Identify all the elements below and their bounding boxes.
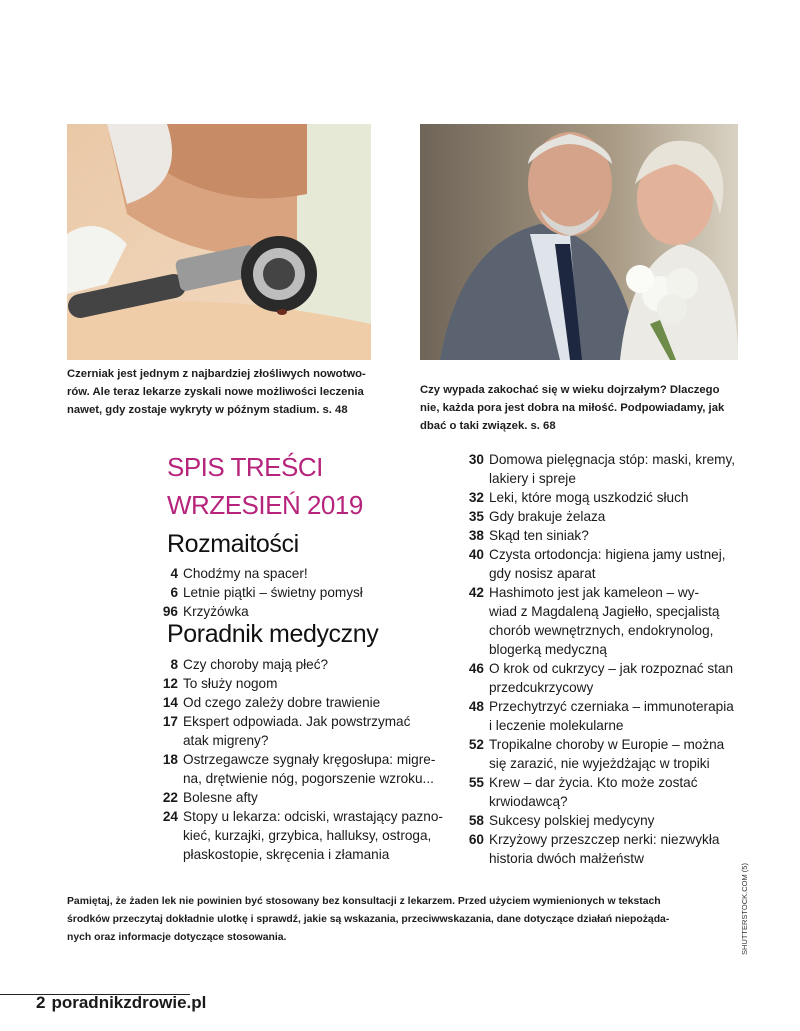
caption-mature-love: Czy wypada zakochać się w wieku dojrzałym? Dlaczego nie, każda pora jest dobra na miłość. Podpowiadamy, jak dbać o taki związek. s. 68	[420, 384, 725, 432]
toc-entry	[464, 583, 764, 659]
toc-entry-title: Czy choroby mają płeć?	[183, 657, 329, 672]
toc-entry-title: Domowa pielęgnacja stóp: maski, kremy, lakiery i spreje	[489, 452, 736, 486]
toc-entry-title: To służy nogom	[183, 676, 278, 691]
toc-entry	[464, 659, 764, 697]
toc-entry-page: 22	[162, 790, 178, 805]
toc-entry-page: 48	[468, 699, 484, 714]
toc-entry	[160, 807, 460, 864]
toc-entry	[464, 735, 764, 773]
site-name: poradnikzdrowie.pl	[51, 993, 207, 1012]
toc-entry-title: Bolesne afty	[183, 790, 258, 805]
toc-list-poradnik-medyczny	[160, 655, 460, 864]
medical-disclaimer: Pamiętaj, że żaden lek nie powinien być stosowany bez konsultacji z lekarzem. Przed użyciem wymienionych w tekstach środków przeczytaj dokładnie ulotkę i sprawdź, jakie są wskazania, przeciwwskazania, dane dotyczące działań niepożąda- nych oraz informacje dotyczące stosowania.	[67, 896, 670, 943]
toc-entry-page: 46	[468, 661, 484, 676]
toc-entry-title: Od czego zależy dobre trawienie	[183, 695, 381, 710]
toc-entry-page: 58	[468, 813, 484, 828]
photo-elderly-couple	[420, 124, 738, 360]
toc-entry	[464, 545, 764, 583]
toc-entry-page: 40	[468, 547, 484, 562]
toc-entry-page: 42	[468, 585, 484, 600]
toc-entry-title: Chodźmy na spacer!	[183, 566, 308, 581]
toc-entry	[160, 674, 460, 693]
toc-list-right-column	[464, 450, 764, 868]
toc-entry-page: 17	[162, 714, 178, 729]
toc-entry-title: Sukcesy polskiej medycyny	[489, 813, 655, 828]
toc-entry	[464, 697, 764, 735]
toc-entry	[464, 450, 764, 488]
toc-entry-title: Krew – dar życia. Kto może zostać krwiodawcą?	[489, 775, 698, 809]
toc-entry-page: 38	[468, 528, 484, 543]
toc-entry	[160, 564, 400, 583]
caption-melanoma: Czerniak jest jednym z najbardziej złośliwych nowotwo- rów. Ale teraz lekarze zyskali nowe możliwości leczenia nawet, gdy zostaje wykryty w późnym stadium. s. 48	[67, 368, 366, 416]
photo-credit: SHUTTERSTOCK.COM (5)	[740, 863, 749, 955]
toc-entry-page: 12	[162, 676, 178, 691]
toc-entry-title: Letnie piątki – świetny pomysł	[183, 585, 363, 600]
toc-list-rozmaitosci	[160, 564, 400, 621]
toc-entry-page: 52	[468, 737, 484, 752]
toc-entry-page: 8	[170, 657, 178, 672]
toc-entry-page: 96	[162, 604, 178, 619]
section-title-poradnik-medyczny: Poradnik medyczny	[167, 620, 379, 648]
toc-entry-title: Ostrzegawcze sygnały kręgosłupa: migre- na, drętwienie nóg, pogorszenie wzroku...	[183, 752, 436, 786]
toc-title: SPIS TREŚCI	[167, 452, 323, 482]
toc-entry-page: 60	[468, 832, 484, 847]
toc-entry-title: Przechytrzyć czerniaka – immunoterapia i leczenie molekularne	[489, 699, 734, 733]
toc-entry-page: 55	[468, 775, 484, 790]
toc-entry-title: Gdy brakuje żelaza	[489, 509, 606, 524]
toc-entry-page: 14	[162, 695, 178, 710]
page-footer	[36, 993, 206, 1013]
toc-entry	[464, 811, 764, 830]
toc-entry	[160, 602, 400, 621]
toc-entry	[464, 526, 764, 545]
photo-dermatologist-exam	[67, 124, 371, 360]
toc-entry	[464, 830, 764, 868]
toc-entry-page: 30	[468, 452, 484, 467]
toc-entry-page: 6	[170, 585, 178, 600]
toc-entry	[160, 788, 460, 807]
toc-entry-title: Krzyżowy przeszczep nerki: niezwykła historia dwóch małżeństw	[489, 832, 720, 866]
toc-entry	[464, 773, 764, 811]
toc-entry	[160, 693, 460, 712]
toc-entry-page: 35	[468, 509, 484, 524]
toc-entry-page: 24	[162, 809, 178, 824]
section-title-rozmaitosci: Rozmaitości	[167, 530, 299, 558]
toc-entry	[464, 488, 764, 507]
toc-entry-title: Stopy u lekarza: odciski, wrastający pazno- kieć, kurzajki, grzybica, halluksy, ostroga, płaskostopie, skręcenia i złamania	[183, 809, 443, 862]
toc-entry-title: Leki, które mogą uszkodzić słuch	[489, 490, 689, 505]
toc-entry-title: O krok od cukrzycy – jak rozpoznać stan przedcukrzycowy	[489, 661, 734, 695]
toc-entry-title: Tropikalne choroby w Europie – można się zarazić, nie wyjeżdżając w tropiki	[489, 737, 725, 771]
toc-entry	[160, 655, 460, 674]
toc-entry	[160, 583, 400, 602]
toc-entry-page: 32	[468, 490, 484, 505]
toc-entry-title: Czysta ortodoncja: higiena jamy ustnej, gdy nosisz aparat	[489, 547, 726, 581]
toc-entry	[160, 750, 460, 788]
toc-entry	[160, 712, 460, 750]
toc-entry-title: Krzyżówka	[183, 604, 249, 619]
toc-entry-title: Skąd ten siniak?	[489, 528, 589, 543]
toc-entry-page: 18	[162, 752, 178, 767]
toc-entry	[464, 507, 764, 526]
page-number: 2	[36, 993, 46, 1012]
toc-entry-page: 4	[170, 566, 178, 581]
toc-entry-title: Ekspert odpowiada. Jak powstrzymać atak migreny?	[183, 714, 411, 748]
toc-issue-date: WRZESIEŃ 2019	[167, 490, 363, 520]
toc-entry-title: Hashimoto jest jak kameleon – wy- wiad z Magdaleną Jagiełło, specjalistą chorób wewnętrznych, endokrynolog, blogerką medyczną	[489, 585, 720, 657]
